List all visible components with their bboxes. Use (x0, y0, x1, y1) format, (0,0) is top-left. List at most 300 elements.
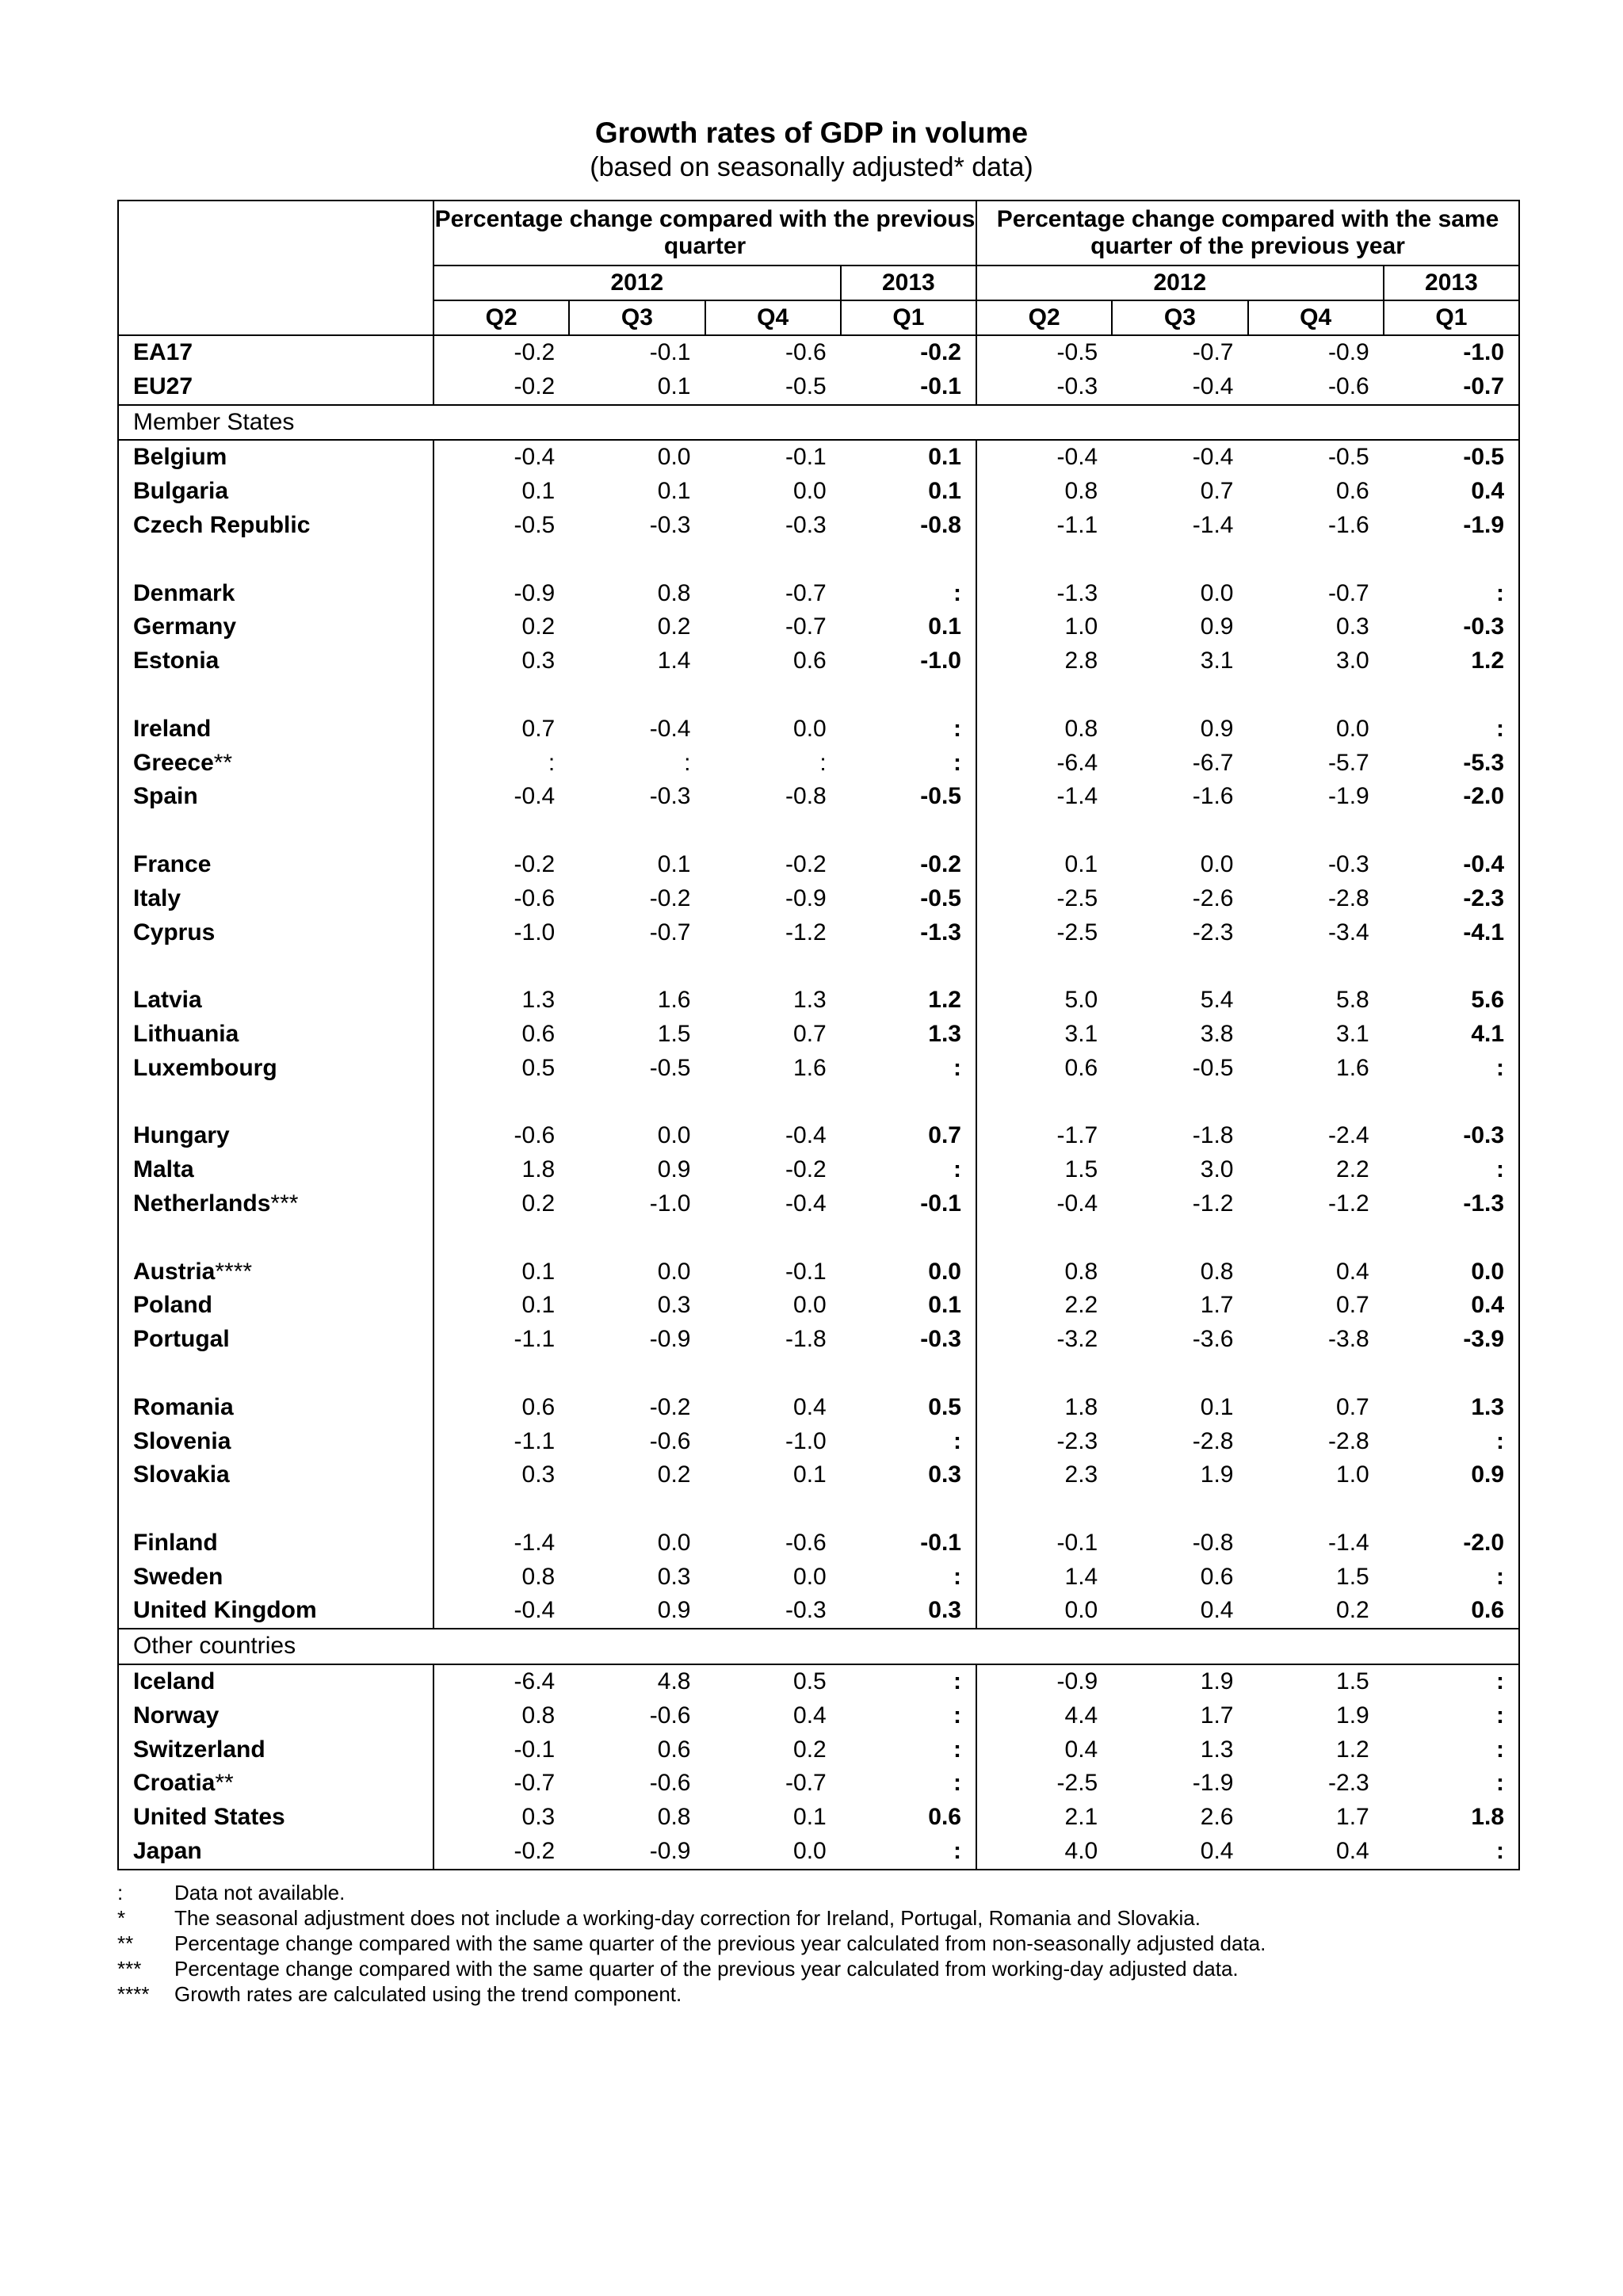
value-cell: 3.0 (1200, 1156, 1234, 1183)
value-cell: -0.7 (649, 919, 691, 946)
table-row (118, 1664, 1519, 1699)
value-cell: 5.6 (1384, 984, 1519, 1018)
value-cell: 0.0 (841, 1255, 976, 1289)
value-cell: -1.0 (649, 1190, 691, 1217)
country-name (118, 984, 433, 1018)
value-cell: -0.6 (649, 1770, 691, 1797)
footnote-text: Percentage change compared with the same quarter of the previous year calculated from working-day adjusted data. (174, 1957, 1239, 1981)
value-cell: 0.2 (521, 1190, 556, 1217)
table-row (118, 1153, 1519, 1187)
country-label: Czech Republic (133, 511, 311, 538)
table-row (118, 1699, 1519, 1733)
table-row (118, 1119, 1519, 1153)
value-cell: : (841, 1153, 976, 1187)
value-cell: 1.8 (521, 1156, 556, 1183)
value-cell: : (841, 1561, 976, 1595)
value-cell: 0.4 (1112, 1835, 1247, 1870)
value-cell: -0.9 (569, 1835, 705, 1870)
value-cell: : (1384, 1052, 1519, 1086)
value-cell: 1.9 (1200, 1461, 1234, 1488)
footnote-marker: ** (215, 1770, 234, 1797)
table-row (118, 335, 1519, 370)
value-cell: -0.4 (514, 783, 556, 810)
value-cell: -0.4 (1384, 848, 1519, 882)
country-label: Switzerland (133, 1736, 265, 1763)
value-cell: : (1384, 712, 1519, 747)
value-cell: 0.6 (521, 1020, 556, 1047)
page-title: Growth rates of GDP in volume (594, 117, 1029, 149)
country-label: Denmark (133, 579, 235, 606)
country-name (118, 1187, 433, 1221)
table-row (118, 1561, 1519, 1595)
country-name (118, 848, 433, 882)
value-cell: -1.0 (841, 644, 976, 678)
value-cell: 0.1 (793, 1461, 827, 1488)
value-cell: : (1384, 1733, 1519, 1767)
footnotes (117, 1880, 1518, 2007)
value-cell: 5.0 (1064, 987, 1098, 1014)
section-label: Other countries (118, 1629, 1519, 1664)
value-cell: -0.7 (514, 1770, 556, 1797)
value-cell: 1.0 (1336, 1461, 1369, 1488)
value-cell: -0.3 (1384, 610, 1519, 644)
value-cell: 0.7 (521, 715, 556, 742)
header-quarter: Q1 (841, 300, 976, 335)
value-cell: : (841, 1733, 976, 1767)
value-cell: -1.2 (1328, 1190, 1369, 1217)
value-cell: 0.4 (1384, 1289, 1519, 1323)
value-cell: -0.9 (514, 579, 556, 606)
value-cell: 3.1 (1336, 1020, 1369, 1047)
header-quarter: Q1 (1384, 300, 1519, 335)
value-cell: -0.5 (1192, 1054, 1234, 1081)
value-cell: -2.4 (1328, 1122, 1369, 1149)
value-cell: -0.1 (841, 370, 976, 405)
footnote-symbol: *** (117, 1957, 142, 1981)
value-cell: 0.3 (657, 1292, 691, 1319)
value-cell: 0.8 (1200, 1258, 1234, 1285)
value-cell: -2.3 (1384, 882, 1519, 916)
value-cell: 1.2 (841, 984, 976, 1018)
value-cell: -1.7 (1056, 1122, 1098, 1149)
value-cell: 0.8 (521, 1563, 556, 1590)
table-row (118, 848, 1519, 882)
value-cell: 0.2 (657, 1461, 691, 1488)
country-name (118, 1323, 433, 1357)
value-cell: 0.1 (841, 475, 976, 509)
value-cell: -0.9 (1056, 1668, 1098, 1695)
value-cell: -0.7 (1384, 370, 1519, 405)
footnote (117, 1905, 1518, 1931)
value-cell: 5.8 (1336, 987, 1369, 1014)
value-cell: 0.1 (657, 478, 691, 505)
value-cell: 0.9 (1200, 613, 1234, 640)
footnote-text: Growth rates are calculated using the trend component. (174, 1982, 682, 2006)
value-cell: -2.5 (1056, 919, 1098, 946)
value-cell: 0.7 (793, 1020, 827, 1047)
value-cell: 1.3 (1384, 1391, 1519, 1425)
country-name (118, 1289, 433, 1323)
value-cell: -0.5 (841, 780, 976, 814)
value-cell: -0.4 (1056, 444, 1098, 471)
country-name (118, 1119, 433, 1153)
table-row (118, 509, 1519, 543)
value-cell: 0.8 (1064, 715, 1098, 742)
value-cell: 4.4 (1064, 1702, 1098, 1729)
value-cell: -1.4 (514, 1529, 556, 1556)
header-year: 2012 (976, 266, 1384, 300)
value-cell: 0.0 (657, 1529, 691, 1556)
country-name (118, 610, 433, 644)
footnote (117, 1956, 1518, 1981)
country-name (118, 780, 433, 814)
value-cell: 0.8 (1064, 478, 1098, 505)
country-name (118, 916, 433, 950)
value-cell: 0.0 (976, 1594, 1112, 1629)
value-cell: 0.0 (657, 1258, 691, 1285)
value-cell: -0.4 (1056, 1190, 1098, 1217)
header-year: 2013 (1384, 266, 1519, 300)
country-name (118, 882, 433, 916)
header-year: 2012 (433, 266, 841, 300)
value-cell: 0.3 (521, 648, 556, 674)
value-cell: -1.9 (1384, 509, 1519, 543)
value-cell: 0.0 (657, 444, 691, 471)
value-cell: 0.0 (657, 1122, 691, 1149)
table-row (118, 712, 1519, 747)
country-label: Malta (133, 1156, 194, 1183)
value-cell: -0.2 (785, 1156, 827, 1183)
value-cell: 1.3 (1200, 1736, 1234, 1763)
value-cell: 1.7 (1200, 1702, 1234, 1729)
country-label: Iceland (133, 1668, 216, 1695)
table-row (118, 780, 1519, 814)
value-cell: 1.2 (1384, 644, 1519, 678)
value-cell: -1.9 (1192, 1770, 1234, 1797)
country-name (118, 712, 433, 747)
value-cell: 0.0 (1384, 1255, 1519, 1289)
value-cell: 0.6 (1200, 1563, 1234, 1590)
table-row (118, 1594, 1519, 1629)
country-name (118, 1835, 433, 1870)
value-cell: 0.6 (841, 1801, 976, 1835)
value-cell: : (1384, 1664, 1519, 1699)
value-cell: 0.0 (793, 1292, 827, 1319)
country-label: United States (133, 1804, 285, 1831)
value-cell: 0.4 (1064, 1736, 1098, 1763)
value-cell: : (841, 1664, 976, 1699)
value-cell: -0.5 (1328, 444, 1369, 471)
value-cell: 0.7 (1336, 1393, 1369, 1420)
value-cell: 0.2 (657, 613, 691, 640)
value-cell: 0.0 (1200, 850, 1234, 877)
value-cell: 0.2 (521, 613, 556, 640)
value-cell: -1.0 (514, 919, 556, 946)
value-cell: -1.3 (1384, 1187, 1519, 1221)
value-cell: -0.4 (785, 1122, 827, 1149)
table-row (118, 1425, 1519, 1459)
country-label: Slovakia (133, 1461, 230, 1488)
value-cell: 1.5 (657, 1020, 691, 1047)
value-cell: : (1384, 1561, 1519, 1595)
value-cell: -0.1 (785, 444, 827, 471)
country-label: EU27 (133, 372, 193, 399)
country-label: Finland (133, 1529, 218, 1556)
section-label: Member States (118, 405, 1519, 441)
value-cell: -0.3 (649, 511, 691, 538)
value-cell: -0.3 (841, 1323, 976, 1357)
footnote-symbol: ** (117, 1931, 134, 1955)
value-cell: 4.0 (976, 1835, 1112, 1870)
country-label: Hungary (133, 1122, 230, 1149)
country-name (118, 1526, 433, 1561)
value-cell: 0.3 (1336, 613, 1369, 640)
value-cell: -0.3 (1384, 1119, 1519, 1153)
value-cell: 0.4 (1336, 1258, 1369, 1285)
value-cell: : (841, 1835, 976, 1870)
value-cell: -5.7 (1328, 749, 1369, 776)
value-cell: 0.6 (793, 648, 827, 674)
value-cell: -0.7 (785, 1770, 827, 1797)
value-cell: -2.5 (1056, 884, 1098, 911)
country-label: Slovenia (133, 1427, 231, 1454)
header-quarter: Q3 (1112, 300, 1247, 335)
value-cell: -0.5 (514, 511, 556, 538)
value-cell: 2.3 (1064, 1461, 1098, 1488)
footnote-text: Percentage change compared with the same quarter of the previous year calculated from non-seasonally adjusted data. (174, 1931, 1266, 1955)
value-cell: -0.1 (649, 339, 691, 365)
value-cell: 0.1 (841, 1289, 976, 1323)
value-cell: -0.6 (514, 884, 556, 911)
value-cell: 0.0 (1200, 579, 1234, 606)
value-cell: -0.2 (514, 850, 556, 877)
value-cell: 1.4 (1064, 1563, 1098, 1590)
value-cell: 0.7 (841, 1119, 976, 1153)
table-row (118, 577, 1519, 611)
value-cell: -1.2 (785, 919, 827, 946)
country-label: Spain (133, 783, 198, 810)
value-cell: 1.8 (1384, 1801, 1519, 1835)
country-name (118, 335, 433, 370)
value-cell: -1.3 (841, 916, 976, 950)
value-cell: 1.3 (793, 987, 827, 1014)
value-cell: -0.4 (785, 1190, 827, 1217)
country-name (118, 644, 433, 678)
header-quarter: Q2 (433, 300, 569, 335)
value-cell: 0.1 (521, 478, 556, 505)
country-label: United Kingdom (133, 1597, 317, 1624)
value-cell: -1.8 (1192, 1122, 1234, 1149)
value-cell: : (1384, 1767, 1519, 1801)
value-cell: 1.6 (793, 1054, 827, 1081)
value-cell: 0.7 (1200, 478, 1234, 505)
value-cell: 1.7 (1200, 1292, 1234, 1319)
value-cell: 3.1 (1064, 1020, 1098, 1047)
table-row (118, 1767, 1519, 1801)
value-cell: -3.2 (1056, 1326, 1098, 1353)
value-cell: : (841, 712, 976, 747)
table-row (118, 1458, 1519, 1492)
value-cell: : (1384, 1153, 1519, 1187)
value-cell: : (841, 1767, 976, 1801)
country-name (118, 1801, 433, 1835)
country-name (118, 1664, 433, 1699)
value-cell: 0.4 (1112, 1594, 1247, 1629)
value-cell: 1.7 (1336, 1804, 1369, 1831)
value-cell: 2.1 (1064, 1804, 1098, 1831)
value-cell: -0.1 (785, 1258, 827, 1285)
footnote-text: The seasonal adjustment does not include a working-day correction for Ireland, Portugal, Romania and Slovakia. (174, 1906, 1201, 1930)
value-cell: 1.6 (657, 987, 691, 1014)
value-cell: -0.2 (785, 850, 827, 877)
table-row (118, 610, 1519, 644)
value-cell: 0.0 (793, 478, 827, 505)
value-cell: -0.2 (433, 370, 569, 405)
header-group-prev-quarter: Percentage change compared with the previous quarter (433, 201, 976, 266)
value-cell: -2.0 (1384, 1526, 1519, 1561)
value-cell: -0.3 (785, 511, 827, 538)
country-label: Germany (133, 613, 237, 640)
value-cell: -0.5 (841, 882, 976, 916)
table-row (118, 1052, 1519, 1086)
value-cell: : (1384, 1835, 1519, 1870)
value-cell: 0.0 (793, 1563, 827, 1590)
value-cell: 0.2 (793, 1736, 827, 1763)
country-label: Sweden (133, 1563, 223, 1590)
value-cell: 0.1 (657, 850, 691, 877)
value-cell: -0.3 (976, 370, 1112, 405)
value-cell: 0.7 (1336, 1292, 1369, 1319)
value-cell: : (819, 749, 827, 776)
value-cell: -0.3 (705, 1594, 841, 1629)
value-cell: 4.8 (657, 1668, 691, 1695)
value-cell: 0.9 (1384, 1458, 1519, 1492)
value-cell: 2.6 (1200, 1804, 1234, 1831)
value-cell: -0.1 (841, 1526, 976, 1561)
value-cell: 0.9 (657, 1156, 691, 1183)
footnote-text: Data not available. (174, 1881, 346, 1904)
value-cell: 0.3 (841, 1594, 976, 1629)
header-quarter: Q2 (976, 300, 1112, 335)
value-cell: -1.1 (1056, 511, 1098, 538)
country-label: Bulgaria (133, 478, 229, 505)
value-cell: -0.5 (1384, 440, 1519, 475)
table-row (118, 1526, 1519, 1561)
value-cell: -0.3 (1328, 850, 1369, 877)
value-cell: -0.8 (1192, 1529, 1234, 1556)
header-year: 2013 (841, 266, 976, 300)
value-cell: : (841, 1425, 976, 1459)
value-cell: 0.8 (1064, 1258, 1098, 1285)
value-cell: 0.1 (793, 1804, 827, 1831)
table-row (118, 1255, 1519, 1289)
value-cell: -0.1 (514, 1736, 556, 1763)
value-cell: -0.6 (649, 1702, 691, 1729)
value-cell: -1.4 (1328, 1529, 1369, 1556)
country-label: Croatia (133, 1770, 216, 1797)
value-cell: -0.5 (705, 370, 841, 405)
country-label: Belgium (133, 444, 227, 471)
value-cell: 0.5 (521, 1054, 556, 1081)
value-cell: -4.1 (1384, 916, 1519, 950)
country-name (118, 1561, 433, 1595)
country-label: Poland (133, 1292, 213, 1319)
value-cell: 5.4 (1200, 987, 1234, 1014)
value-cell: -0.8 (785, 783, 827, 810)
header-blank-cell (118, 201, 433, 335)
value-cell: 1.8 (1064, 1393, 1098, 1420)
country-name (118, 370, 433, 405)
value-cell: 1.4 (657, 648, 691, 674)
value-cell: 3.8 (1200, 1020, 1234, 1047)
table-row (118, 1733, 1519, 1767)
value-cell: -3.4 (1328, 919, 1369, 946)
country-label: Netherlands (133, 1190, 271, 1217)
country-name (118, 577, 433, 611)
country-label: Portugal (133, 1326, 230, 1353)
value-cell: -0.2 (514, 339, 556, 365)
value-cell: -1.4 (1192, 511, 1234, 538)
country-name (118, 1767, 433, 1801)
country-name (118, 1699, 433, 1733)
footnote (117, 1880, 1518, 1905)
value-cell: -0.7 (785, 613, 827, 640)
page-subtitle: (based on seasonally adjusted* data) (590, 152, 1033, 182)
value-cell: 0.5 (841, 1391, 976, 1425)
table-row (118, 370, 1519, 405)
value-cell: -0.6 (785, 339, 827, 365)
footnote-symbol: * (117, 1906, 126, 1930)
value-cell: 1.3 (841, 1018, 976, 1052)
value-cell: -0.7 (785, 579, 827, 606)
country-name (118, 475, 433, 509)
value-cell: 0.1 (569, 370, 705, 405)
value-cell: -0.2 (433, 1835, 569, 1870)
value-cell: -2.3 (1192, 919, 1234, 946)
value-cell: 0.4 (793, 1393, 827, 1420)
value-cell: 0.6 (1336, 478, 1369, 505)
value-cell: -0.6 (785, 1529, 827, 1556)
country-label: Norway (133, 1702, 220, 1729)
country-label: Estonia (133, 648, 220, 674)
value-cell: -0.4 (649, 715, 691, 742)
value-cell: 1.9 (1336, 1702, 1369, 1729)
value-cell: -0.3 (649, 783, 691, 810)
table-row (118, 882, 1519, 916)
footnote-marker: ** (213, 749, 233, 776)
value-cell: 0.1 (1064, 850, 1098, 877)
value-cell: -0.7 (1192, 339, 1234, 365)
value-cell: -1.4 (1056, 783, 1098, 810)
value-cell: 0.6 (1384, 1594, 1519, 1629)
value-cell: -0.9 (649, 1326, 691, 1353)
value-cell: 0.6 (657, 1736, 691, 1763)
value-cell: -2.8 (1192, 1427, 1234, 1454)
table-row (118, 644, 1519, 678)
value-cell: -6.4 (1056, 749, 1098, 776)
value-cell: -3.6 (1192, 1326, 1234, 1353)
country-name (118, 1425, 433, 1459)
value-cell: 0.1 (841, 610, 976, 644)
value-cell: 0.0 (793, 715, 827, 742)
value-cell: 0.4 (793, 1702, 827, 1729)
value-cell: -1.6 (1328, 511, 1369, 538)
footnote-symbol: : (117, 1881, 124, 1904)
value-cell: -0.9 (785, 884, 827, 911)
header-quarter: Q3 (569, 300, 705, 335)
country-name (118, 1052, 433, 1086)
table-body (118, 335, 1519, 1870)
